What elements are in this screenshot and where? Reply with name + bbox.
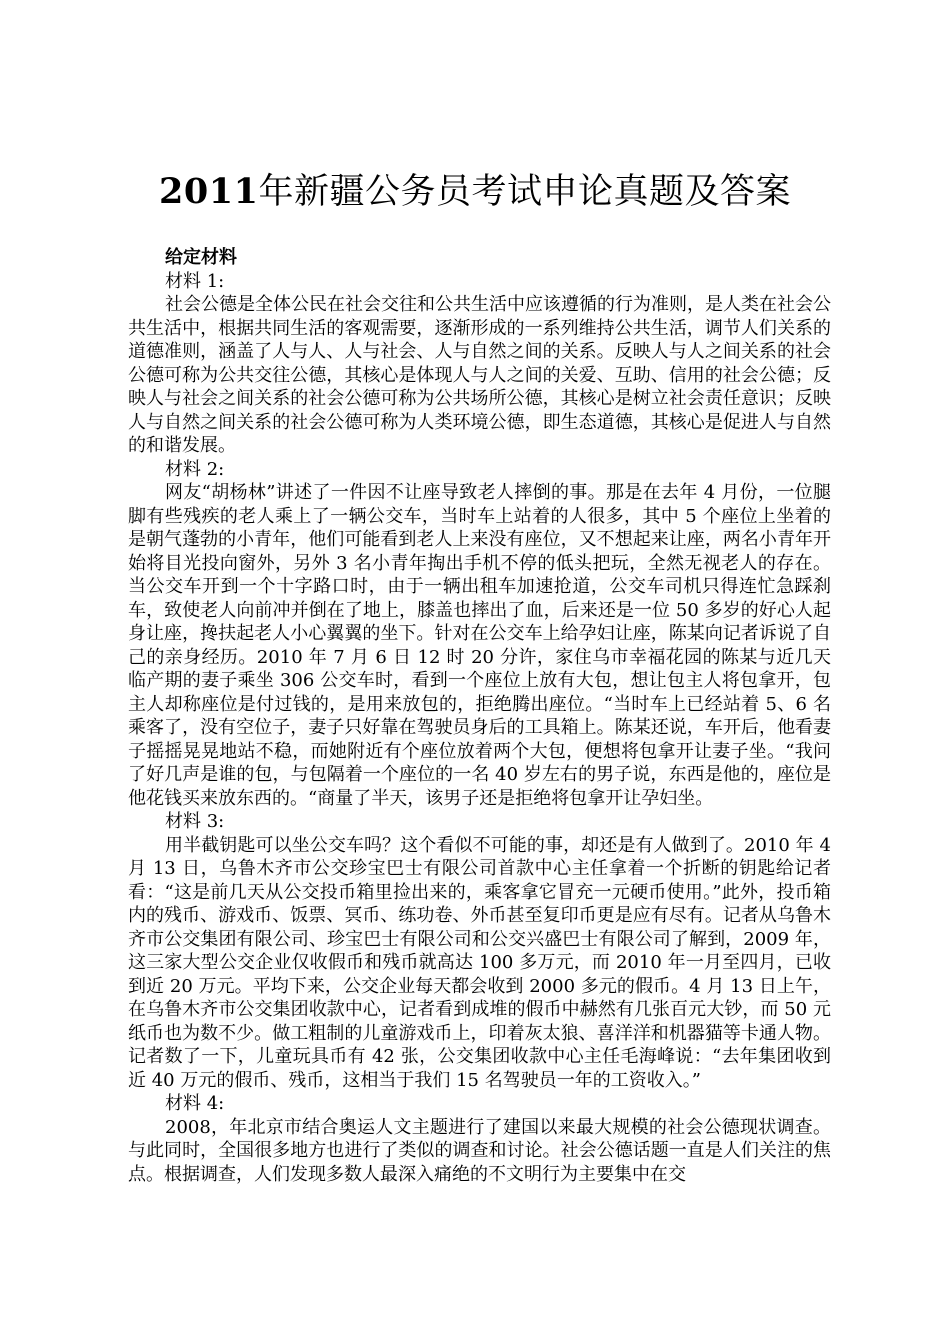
material-3-label: 材料 3: (165, 811, 225, 832)
document-body (128, 246, 831, 1186)
material-1-label: 材料 1: (165, 270, 225, 292)
material-2-label: 材料 2: (165, 458, 225, 480)
material-4-paragraph: 2008，年北京市结合奥运人文主题进行了建国以来最大规模的社会公德现状调查。与此同时，全国很多地方也进行了类似的调查和讨论。社会公德话题一直是人们关注的焦点。根据调查，人们发现多数人最深入痛绝的不文明行为主要集中在交 (128, 1116, 831, 1185)
material-2-paragraph: 网友“胡杨林”讲述了一件因不让座导致老人摔倒的事。那是在去年 4 月份，一位腿脚有些残疾的老人乘上了一辆公交车，当时车上站着的人很多，其中 5 个座位上坐着的是朝气蓬勃的小青年，他们可能看到老人上来没有座位，又不想起来让座，两名小青年开始将目光投向窗外，另外 3 名小青年掏出手机不停的低头把玩，全然无视老人的存在。当公交车开到一个十字路口时，由于一辆出租车加速抢道，公交车司机只得连忙急踩刹车，致使老人向前冲并倒在了地上，膝盖也摔出了血，后来还是一位 50 多岁的好心人起身让座，搀扶起老人小心翼翼的坐下。针对在公交车上给孕妇让座，陈某向记者诉说了自己的亲身经历。2010 年 7 月 6 日 12 时 20 分许，家住乌市幸福花园的陈某与近几天临产期的妻子乘坐 306 公交车时，看到一个座位上放有大包，想让包主人将包拿开，包主人却称座位是付过钱的，是用来放包的，拒绝腾出座位。“当时车上已经站着 5、6 名乘客了，没有空位子，妻子只好靠在驾驶员身后的工具箱上。陈某还说，车开后，他看妻子摇摇晃晃地站不稳，而她附近有个座位放着两个大包，便想将包拿开让妻子坐。“我问了好几声是谁的包，与包隔着一个座位的一名 40 岁左右的男子说，东西是他的，座位是他花钱买来放东西的。“商量了半天，该男子还是拒绝将包拿开让孕妇坐。 (128, 482, 831, 809)
title-text: 年新疆公务员考试申论真题及答案 (258, 172, 791, 212)
material-1-paragraph: 社会公德是全体公民在社会交往和公共生活中应该遵循的行为准则，是人类在社会公共生活中，根据共同生活的客观需要，逐渐形成的一系列维持公共生活，调节人们关系的道德准则，涵盖了人与人、人与社会、人与自然之间的关系。反映人与人之间关系的社会公德可称为公共交往公德，其核心是体现人与人之间的关爱、互助、信用的社会公德；反映人与社会之间关系的社会公德可称为公共场所公德，其核心是树立社会责任意识；反映人与自然之间关系的社会公德可称为人类环境公德，即生态道德，其核心是促进人与自然的和谐发展。 (128, 294, 831, 456)
document-title (0, 168, 950, 216)
material-3-paragraph: 用半截钥匙可以坐公交车吗？这个看似不可能的事，却还是有人做到了。2010 年 4 月 13 日，乌鲁木齐市公交珍宝巴士有限公司首款中心主任拿着一个折断的钥匙给记者看：“这是前几天从公交投币箱里捡出来的，乘客拿它冒充一元硬币使用。”此外，投币箱内的残币、游戏币、饭票、冥币、练功卷、外币甚至复印币更是应有尽有。记者从乌鲁木齐市公交集团有限公司、珍宝巴士有限公司和公交兴盛巴士有限公司了解到，2009 年，这三家大型公交企业仅收假币和残币就高达 100 多万元，而 2010 年一月至四月，已收到近 20 万元。平均下来，公交企业每天都会收到 2000 多元的假币。4 月 13 日上午，在乌鲁木齐市公交集团收款中心，记者看到成堆的假币中赫然有几张百元大钞，而 50 元纸币也为数不少。做工粗制的儿童游戏币上，印着灰太狼、喜洋洋和机器猫等卡通人物。记者数了一下，儿童玩具币有 42 张，公交集团收款中心主任毛海峰说：“去年集团收到近 40 万元的假币、残币，这相当于我们 15 名驾驶员一年的工资收入。” (128, 834, 831, 1091)
material-4-label: 材料 4: (165, 1093, 225, 1114)
section-heading: 给定材料 (165, 247, 237, 268)
title-year: 2011 (159, 171, 259, 212)
